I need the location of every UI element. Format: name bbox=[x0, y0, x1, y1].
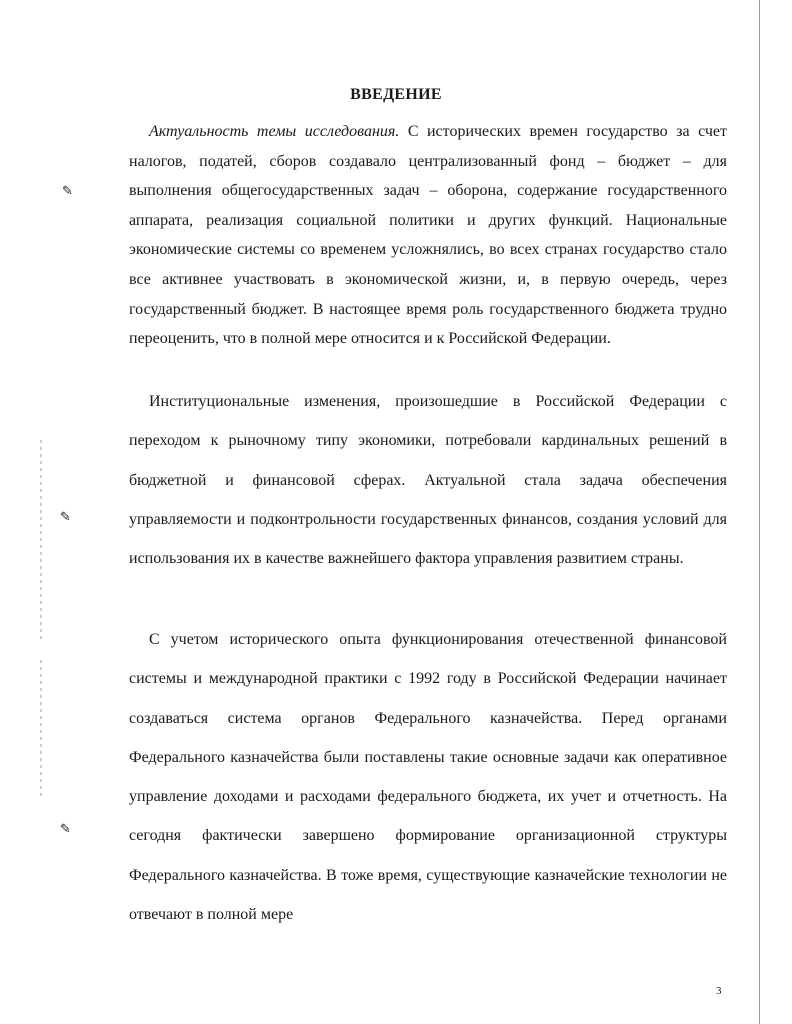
page-number: 3 bbox=[716, 985, 722, 997]
paragraph-lead-phrase: Актуальность темы исследования. bbox=[149, 123, 400, 140]
page-title: ВВЕДЕНИЕ bbox=[350, 86, 442, 103]
paragraph-treasury: С учетом исторического опыта функционирования отечественной финансовой системы и международной практики с 1992 году в Российской Федерации начинает создаваться система органов Федерального казначейства. Перед органами Федерального казначейства были поставлены такие основные задачи как оперативное управление доходами и расходами федерального бюджета, их учет и отчетность. На сегодня фактически завершено формирование организационной структуры Федерального казначейства. В тоже время, существующие казначейские технологии не отвечают в полной мере bbox=[129, 631, 727, 924]
paragraph-institutional-changes: Институциональные изменения, произошедшие в Российской Федерации с переходом к рыночному типу экономики, потребовали кардинальных решений в бюджетной и финансовой сферах. Актуальной стала задача обеспечения управляемости и подконтрольности государственных финансов, создания условий для использования их в качестве важнейшего фактора управления развитием страны. bbox=[129, 393, 727, 568]
binder-hole-mark-icon: ✎ bbox=[60, 822, 71, 837]
scan-noise-strip bbox=[40, 440, 42, 640]
binder-hole-mark-icon: ✎ bbox=[60, 510, 71, 525]
binder-hole-mark-icon: ✎ bbox=[62, 184, 73, 199]
paragraph-body: С исторических времен государство за счет налогов, податей, сборов создавало централизованный фонд – бюджет – для выполнения общегосударственных задач – оборона, содержание государственного аппарата, реализация социальной политики и других функций. Национальные экономические системы со временем усложнялись, во всех странах государство стало все активнее участвовать в экономической жизни, и, в первую очередь, через государственный бюджет. В настоящее время роль государственного бюджета трудно переоценить, что в полной мере относится и к Российской Федерации. bbox=[129, 123, 727, 348]
paragraph-relevance bbox=[129, 117, 727, 354]
page-edge-line bbox=[759, 0, 760, 1024]
scan-noise-strip bbox=[40, 660, 42, 800]
